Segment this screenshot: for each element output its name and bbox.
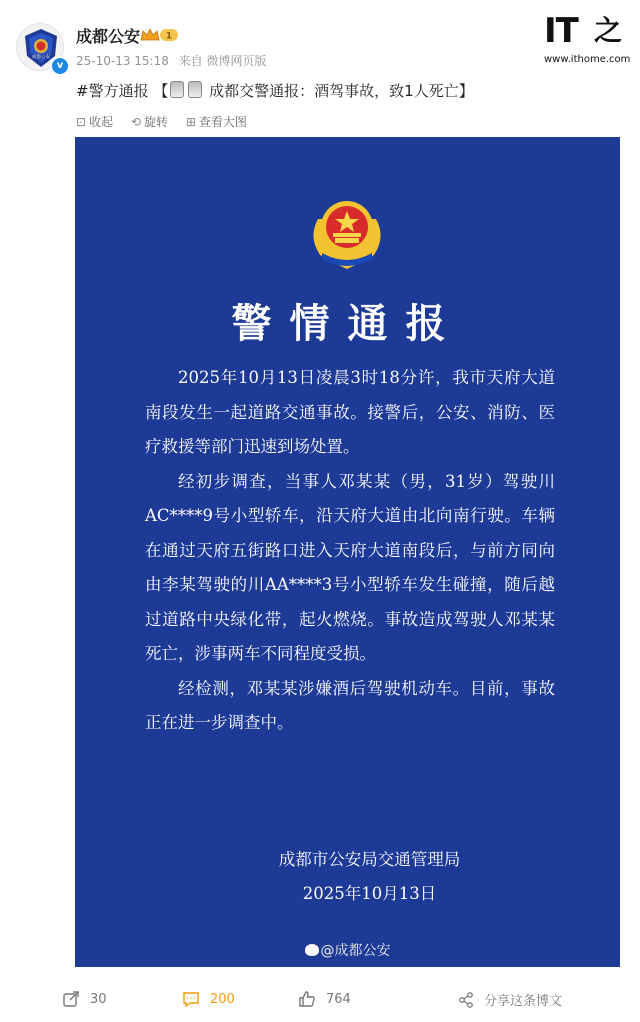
collapse-button[interactable] <box>76 113 113 130</box>
post-headline: 成都交警通报：酒驾事故，致1人死亡】 <box>209 82 474 100</box>
rotate-button[interactable] <box>131 113 168 130</box>
repost-button[interactable] <box>62 990 107 1008</box>
police-notice-image[interactable] <box>75 137 620 967</box>
notice-date: 2025年10月13日 <box>302 884 437 903</box>
post-time: 25-10-13 15:18 <box>76 54 169 68</box>
share-icon <box>458 992 474 1008</box>
logo-url: www.ithome.com <box>544 54 631 65</box>
view-large-label: 查看大图 <box>198 115 247 129</box>
verified-badge-icon: v <box>50 56 70 76</box>
member-crown-icon <box>140 27 180 43</box>
comment-count: 200 <box>210 991 235 1007</box>
rotate-label: 旋转 <box>143 115 168 129</box>
comment-icon <box>182 990 200 1008</box>
post-source: 来自 微博网页版 <box>178 54 267 68</box>
action-bar <box>0 982 640 1022</box>
headline-bracket: 【 <box>153 82 169 100</box>
hashtag-link[interactable]: #警方通报 <box>76 82 149 100</box>
logo-brand: IT <box>544 11 578 51</box>
image-toolbar <box>76 113 261 130</box>
notice-paragraph: 经初步调查，当事人邓某某（男，31岁）驾驶川AC****9号小型轿车，沿天府大道由北向南行驶。车辆在通过天府五街路口进入天府大道南段后，与前方同向由李某驾驶的川AA****3号小型轿车发生碰撞，随后越过道路中央绿化带，起火燃烧。事故造成驾驶人邓某某死亡，涉事两车不同程度受损。 <box>145 471 555 663</box>
like-count: 764 <box>326 991 351 1007</box>
view-large-icon: ⊞ <box>185 115 196 129</box>
level-badge: 1 <box>165 31 173 42</box>
avatar-label: 成都公安 <box>32 55 50 60</box>
comment-button[interactable] <box>182 990 235 1008</box>
notice-signature <box>75 843 620 911</box>
notice-issuer: 成都市公安局交通管理局 <box>278 850 461 869</box>
collapse-icon: ⊡ <box>76 115 87 129</box>
logo-char: 之 <box>594 14 623 47</box>
microphone-icon <box>188 81 202 98</box>
share-label: 分享这条博文 <box>484 994 563 1009</box>
rotate-icon: ⟲ <box>130 115 141 129</box>
police-emblem-icon <box>304 189 390 275</box>
share-button[interactable] <box>458 990 562 1009</box>
notice-title: 警情通报 <box>231 300 464 347</box>
weibo-icon <box>305 944 319 956</box>
notice-body <box>145 361 555 741</box>
repost-count: 30 <box>90 991 107 1007</box>
post-header <box>0 0 640 100</box>
notice-paragraph: 2025年10月13日凌晨3时18分许，我市天府大道南段发生一起道路交通事故。接警后，公安、消防、医疗救援等部门迅速到场处置。 <box>145 368 555 456</box>
watermark-text: @成都公安 <box>320 943 391 959</box>
ithome-logo <box>544 11 631 65</box>
post-text <box>76 80 474 101</box>
account-name[interactable]: 成都公安 <box>76 27 141 46</box>
post-meta <box>76 52 273 69</box>
like-button[interactable] <box>298 990 351 1008</box>
microphone-icon <box>170 81 184 98</box>
thumbs-up-icon <box>298 990 316 1008</box>
weibo-watermark <box>75 940 620 960</box>
repost-icon <box>62 990 80 1008</box>
collapse-label: 收起 <box>89 115 114 129</box>
notice-paragraph: 经检测，邓某某涉嫌酒后驾驶机动车。目前，事故正在进一步调查中。 <box>145 678 555 732</box>
view-large-button[interactable] <box>186 113 247 130</box>
